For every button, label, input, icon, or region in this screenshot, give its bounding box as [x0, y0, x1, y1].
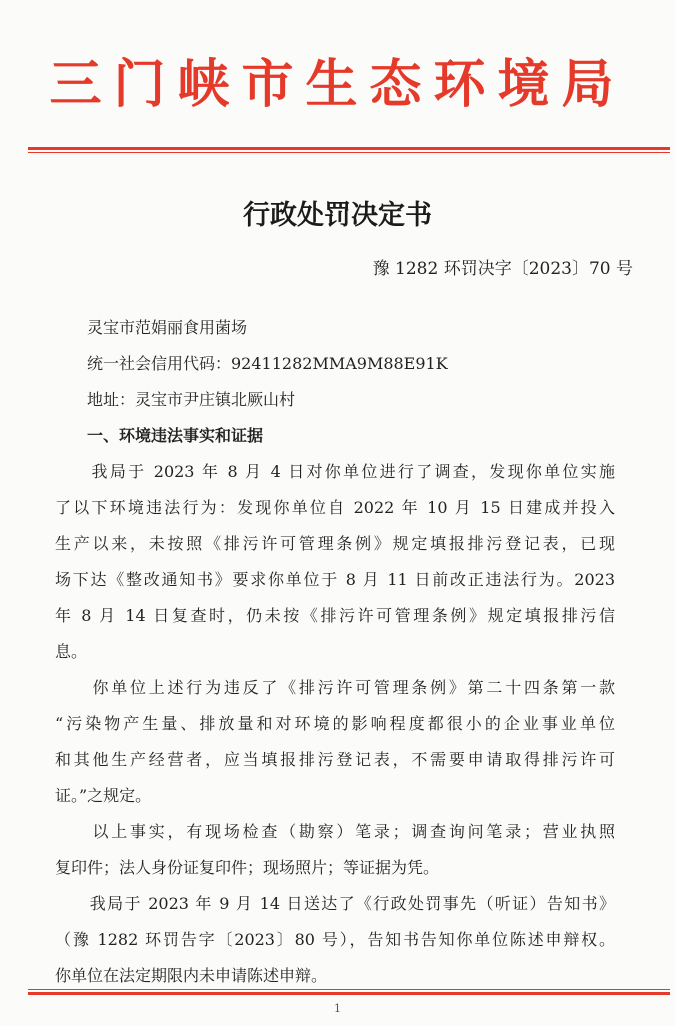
footer-divider-thick	[28, 992, 670, 995]
party-credit-code: 统一社会信用代码：92411282MMA9M88E91K	[87, 354, 448, 373]
paragraph-line: 复印件；法人身份证复印件；现场照片；等证据为凭。	[55, 858, 440, 877]
paragraph-line: “污染物产生量、排放量和对环境的影响程度都很小的企业事业单位	[55, 714, 615, 733]
paragraph-line: 年 8 月 14 日复查时，仍未按《排污许可管理条例》规定填报排污信	[55, 606, 615, 625]
paragraph-line: （豫 1282 环罚告字〔2023〕80 号），告知书告知你单位陈述申辩权。	[55, 930, 615, 949]
paragraph-evidence	[55, 814, 615, 886]
paragraph-line: 生产以来，未按照《排污许可管理条例》规定填报排污登记表，已现	[55, 534, 615, 553]
header-divider-thin	[28, 152, 670, 153]
paragraph-line: 你单位上述行为违反了《排污许可管理条例》第二十四条第一款	[55, 678, 615, 697]
document-body	[55, 310, 615, 994]
agency-header: 三门峡市生态环境局	[49, 54, 626, 115]
document-number: 豫 1282 环罚决字〔2023〕70 号	[372, 259, 633, 279]
document-title: 行政处罚决定书	[243, 200, 432, 231]
footer-divider-thin	[28, 989, 670, 990]
paragraph-line: 你单位在法定期限内未申请陈述申辩。	[55, 966, 328, 985]
page-number: 1	[334, 1002, 341, 1015]
paragraph-notice	[55, 886, 615, 994]
party-name: 灵宝市范娟丽食用菌场	[87, 318, 248, 337]
paragraph-line: 场下达《整改通知书》要求你单位于 8 月 11 日前改正违法行为。2023	[55, 570, 615, 589]
paragraph-line: 我局于 2023 年 8 月 4 日对你单位进行了调查，发现你单位实施	[55, 462, 615, 481]
paragraph-line: 和其他生产经营者，应当填报排污登记表，不需要申请取得排污许可	[55, 750, 615, 769]
paragraph-facts	[55, 454, 615, 670]
paragraph-line: 证。”之规定。	[55, 786, 152, 805]
section-heading: 一、环境违法事实和证据	[87, 426, 264, 445]
paragraph-line: 以上事实，有现场检查（勘察）笔录；调查询问笔录；营业执照	[55, 822, 615, 841]
party-address: 地址：灵宝市尹庄镇北厥山村	[87, 390, 296, 409]
header-divider-thick	[28, 147, 670, 150]
paragraph-violation	[55, 670, 615, 814]
paragraph-line: 了以下环境违法行为：发现你单位自 2022 年 10 月 15 日建成并投入	[55, 498, 615, 517]
paragraph-line: 息。	[55, 642, 88, 661]
paragraph-line: 我局于 2023 年 9 月 14 日送达了《行政处罚事先（听证）告知书》	[55, 894, 615, 913]
